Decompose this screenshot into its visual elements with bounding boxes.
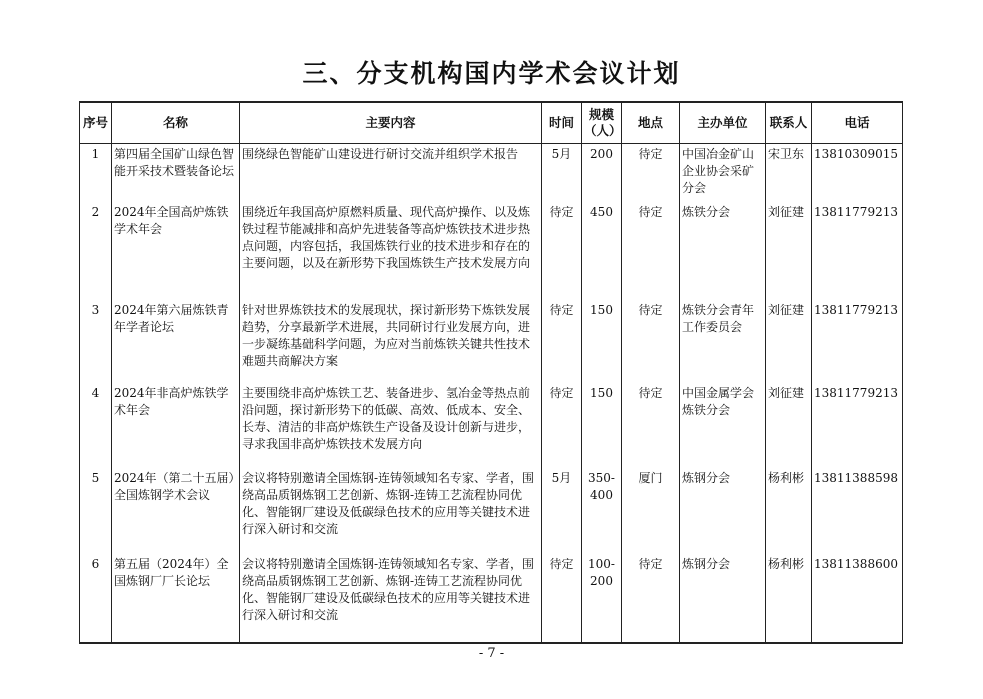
cell-seq: 5 bbox=[80, 468, 112, 554]
cell-seq: 1 bbox=[80, 144, 112, 202]
cell-scale: 450 bbox=[582, 202, 622, 300]
cell-contact: 刘征建 bbox=[766, 202, 812, 300]
cell-name: 2024年第六届炼铁青年学者论坛 bbox=[112, 300, 240, 383]
cell-location: 待定 bbox=[622, 554, 680, 643]
cell-content: 主要围绕非高炉炼铁工艺、装备进步、氢冶金等热点前沿问题，探讨新形势下的低碳、高效、低成本、安全、长寿、清洁的非高炉炼铁生产设备及设计创新与进步，寻求我国非高炉炼铁技术发展方向 bbox=[240, 383, 542, 468]
cell-location: 待定 bbox=[622, 144, 680, 202]
table-row bbox=[80, 554, 903, 643]
cell-seq: 3 bbox=[80, 300, 112, 383]
cell-phone: 13811388598 bbox=[812, 468, 903, 554]
header-row bbox=[80, 102, 903, 144]
cell-seq: 6 bbox=[80, 554, 112, 643]
cell-phone: 13810309015 bbox=[812, 144, 903, 202]
conference-plan-table bbox=[79, 101, 903, 644]
cell-organizer: 中国金属学会炼铁分会 bbox=[680, 383, 766, 468]
table-row bbox=[80, 300, 903, 383]
page-title: 三、分支机构国内学术会议计划 bbox=[302, 59, 681, 88]
cell-content: 围绕绿色智能矿山建设进行研讨交流并组织学术报告 bbox=[240, 144, 542, 202]
cell-phone: 13811779213 bbox=[812, 202, 903, 300]
cell-time: 5月 bbox=[542, 468, 582, 554]
header-location: 地点 bbox=[622, 102, 680, 144]
page-number: - 7 - bbox=[478, 646, 505, 661]
cell-name: 第五届（2024年）全国炼钢厂厂长论坛 bbox=[112, 554, 240, 643]
cell-scale: 100-200 bbox=[582, 554, 622, 643]
cell-time: 待定 bbox=[542, 202, 582, 300]
cell-content: 针对世界炼铁技术的发展现状，探讨新形势下炼铁发展趋势，分享最新学术进展，共同研讨行业发展方向，进一步凝练基础科学问题，为应对当前炼铁关键共性技术难题共商解决方案 bbox=[240, 300, 542, 383]
table-row bbox=[80, 383, 903, 468]
header-time: 时间 bbox=[542, 102, 582, 144]
cell-seq: 2 bbox=[80, 202, 112, 300]
cell-name: 2024年（第二十五届）全国炼钢学术会议 bbox=[112, 468, 240, 554]
cell-location: 待定 bbox=[622, 383, 680, 468]
cell-organizer: 中国冶金矿山企业协会采矿分会 bbox=[680, 144, 766, 202]
cell-organizer: 炼铁分会 bbox=[680, 202, 766, 300]
cell-organizer: 炼钢分会 bbox=[680, 468, 766, 554]
cell-name: 第四届全国矿山绿色智能开采技术暨装备论坛 bbox=[112, 144, 240, 202]
header-phone: 电话 bbox=[812, 102, 903, 144]
cell-content: 会议将特别邀请全国炼钢-连铸领域知名专家、学者，围绕高品质钢炼钢工艺创新、炼钢-连铸工艺流程协同优化、智能钢厂建设及低碳绿色技术的应用等关键技术进行深入研讨和交流 bbox=[240, 468, 542, 554]
cell-location: 待定 bbox=[622, 300, 680, 383]
cell-organizer: 炼钢分会 bbox=[680, 554, 766, 643]
cell-phone: 13811388600 bbox=[812, 554, 903, 643]
cell-scale: 150 bbox=[582, 300, 622, 383]
cell-name: 2024年全国高炉炼铁学术年会 bbox=[112, 202, 240, 300]
cell-scale: 200 bbox=[582, 144, 622, 202]
cell-time: 待定 bbox=[542, 383, 582, 468]
cell-phone: 13811779213 bbox=[812, 383, 903, 468]
header-organizer: 主办单位 bbox=[680, 102, 766, 144]
cell-time: 待定 bbox=[542, 554, 582, 643]
cell-organizer: 炼铁分会青年工作委员会 bbox=[680, 300, 766, 383]
table-header bbox=[80, 102, 903, 144]
cell-contact: 杨利彬 bbox=[766, 468, 812, 554]
cell-time: 5月 bbox=[542, 144, 582, 202]
header-name: 名称 bbox=[112, 102, 240, 144]
cell-scale: 150 bbox=[582, 383, 622, 468]
cell-phone: 13811779213 bbox=[812, 300, 903, 383]
header-contact: 联系人 bbox=[766, 102, 812, 144]
cell-location: 厦门 bbox=[622, 468, 680, 554]
table-row bbox=[80, 202, 903, 300]
header-scale: 规模（人） bbox=[582, 102, 622, 144]
cell-content: 会议将特别邀请全国炼钢-连铸领域知名专家、学者，围绕高品质钢炼钢工艺创新、炼钢-连铸工艺流程协同优化、智能钢厂建设及低碳绿色技术的应用等关键技术进行深入研讨和交流 bbox=[240, 554, 542, 643]
cell-name: 2024年非高炉炼铁学术年会 bbox=[112, 383, 240, 468]
cell-contact: 宋卫东 bbox=[766, 144, 812, 202]
cell-content: 围绕近年我国高炉原燃料质量、现代高炉操作、以及炼铁过程节能减排和高炉先进装备等高炉炼铁技术进步热点问题，内容包括，我国炼铁行业的技术进步和存在的主要问题，以及在新形势下我国炼铁生产技术发展方向 bbox=[240, 202, 542, 300]
cell-seq: 4 bbox=[80, 383, 112, 468]
header-content: 主要内容 bbox=[240, 102, 542, 144]
table-row bbox=[80, 144, 903, 202]
cell-contact: 刘征建 bbox=[766, 383, 812, 468]
cell-scale: 350-400 bbox=[582, 468, 622, 554]
table-body bbox=[80, 144, 903, 643]
header-seq: 序号 bbox=[80, 102, 112, 144]
cell-location: 待定 bbox=[622, 202, 680, 300]
cell-time: 待定 bbox=[542, 300, 582, 383]
cell-contact: 杨利彬 bbox=[766, 554, 812, 643]
table-row bbox=[80, 468, 903, 554]
cell-contact: 刘征建 bbox=[766, 300, 812, 383]
